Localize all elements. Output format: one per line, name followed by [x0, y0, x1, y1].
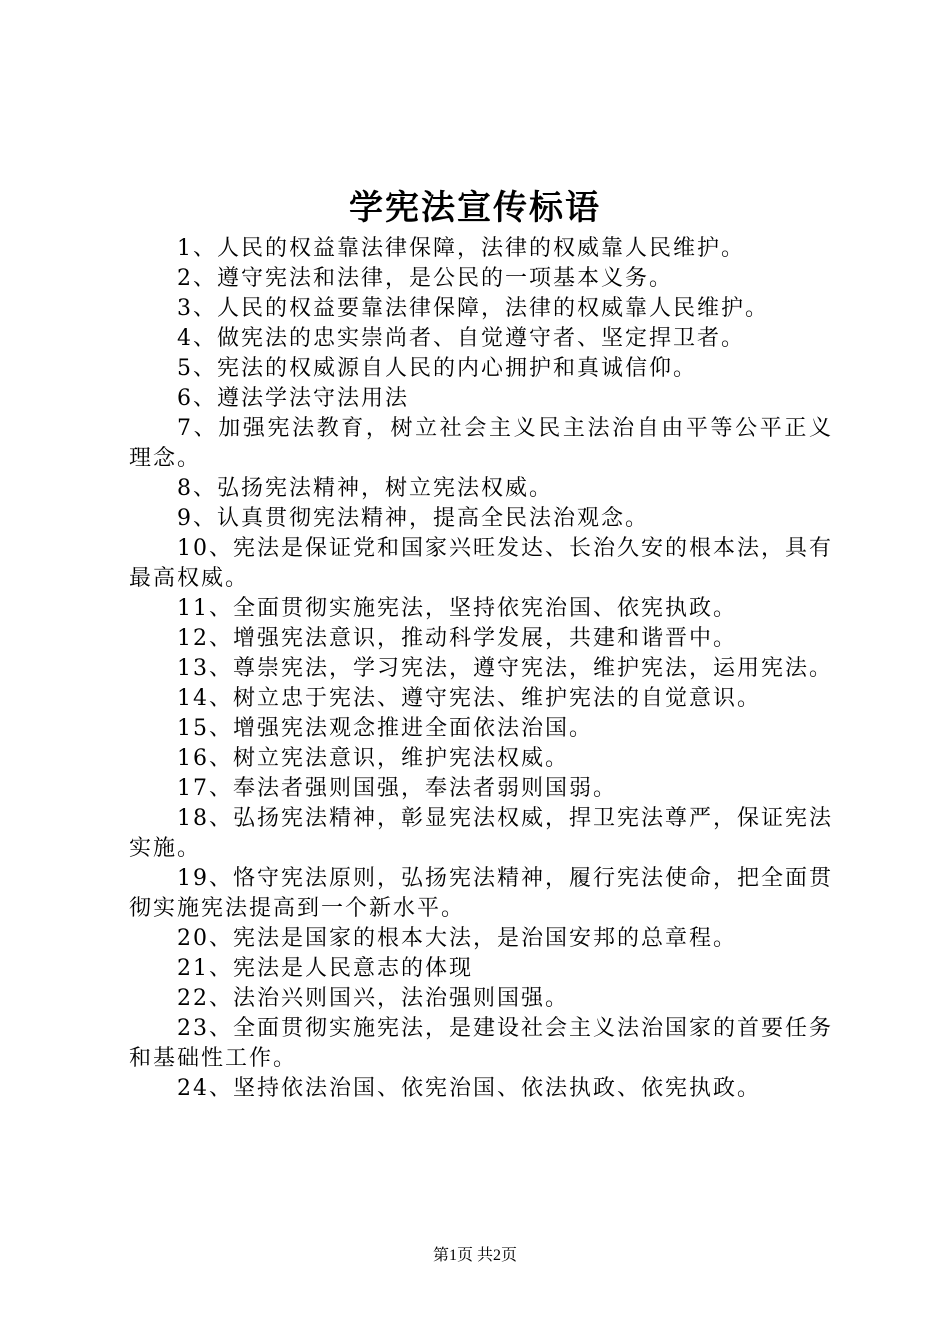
list-item: 6、遵法学法守法用法	[177, 386, 409, 411]
list-item: 7、加强宪法教育，树立社会主义民主法治自由平等公平正义理念。	[129, 416, 833, 471]
page-title: 学宪法宣传标语	[349, 188, 601, 228]
list-item: 10、宪法是保证党和国家兴旺发达、长治久安的根本法，具有最高权威。	[129, 536, 833, 591]
list-item: 13、尊崇宪法，学习宪法，遵守宪法，维护宪法，运用宪法。	[177, 656, 833, 681]
list-item: 18、弘扬宪法精神，彰显宪法权威，捍卫宪法尊严，保证宪法实施。	[129, 806, 833, 861]
list-item: 5、宪法的权威源自人民的内心拥护和真诚信仰。	[177, 356, 697, 381]
list-item: 9、认真贯彻宪法精神，提高全民法治观念。	[177, 506, 649, 531]
list-item: 20、宪法是国家的根本大法，是治国安邦的总章程。	[177, 926, 737, 951]
list-item: 3、人民的权益要靠法律保障，法律的权威靠人民维护。	[177, 296, 769, 321]
list-item: 15、增强宪法观念推进全面依法治国。	[177, 716, 593, 741]
list-item: 19、恪守宪法原则，弘扬宪法精神，履行宪法使命，把全面贯彻实施宪法提高到一个新水平。	[129, 866, 833, 921]
list-item: 12、增强宪法意识，推动科学发展，共建和谐晋中。	[177, 626, 737, 651]
slogan-list	[129, 234, 833, 1104]
list-item: 22、法治兴则国兴，法治强则国强。	[177, 986, 569, 1011]
list-item: 24、坚持依法治国、依宪治国、依法执政、依宪执政。	[177, 1076, 761, 1101]
list-item: 4、做宪法的忠实崇尚者、自觉遵守者、坚定捍卫者。	[177, 326, 745, 351]
list-item: 1、人民的权益靠法律保障，法律的权威靠人民维护。	[177, 236, 745, 261]
list-item: 2、遵守宪法和法律，是公民的一项基本义务。	[177, 266, 673, 291]
list-item: 14、树立忠于宪法、遵守宪法、维护宪法的自觉意识。	[177, 686, 761, 711]
page-number-footer: 第1页 共2页	[432, 1247, 517, 1264]
list-item: 11、全面贯彻实施宪法，坚持依宪治国、依宪执政。	[177, 596, 737, 621]
list-item: 8、弘扬宪法精神，树立宪法权威。	[177, 476, 553, 501]
list-item: 17、奉法者强则国强，奉法者弱则国弱。	[177, 776, 617, 801]
list-item: 23、全面贯彻实施宪法，是建设社会主义法治国家的首要任务和基础性工作。	[129, 1016, 833, 1071]
list-item: 21、宪法是人民意志的体现	[177, 956, 473, 981]
list-item: 16、树立宪法意识，维护宪法权威。	[177, 746, 569, 771]
